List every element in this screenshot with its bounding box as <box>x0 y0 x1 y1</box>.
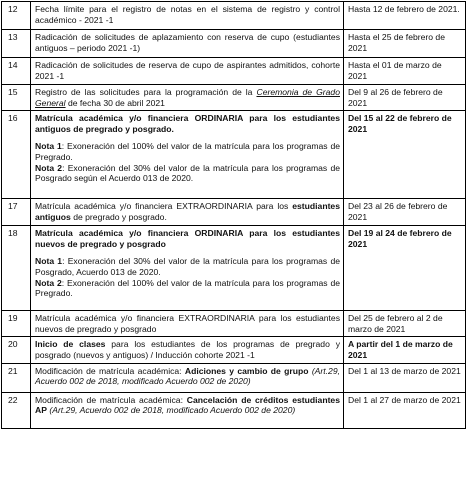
date-text <box>348 339 462 360</box>
table-row <box>2 392 466 428</box>
text-run: Modificación de matrícula académica: <box>35 365 185 376</box>
row-number: 17 <box>2 199 31 226</box>
date-cell <box>344 226 466 311</box>
table-row <box>2 363 466 392</box>
date-text <box>348 201 462 222</box>
text-run: Del 15 al 22 de febrero de 2021 <box>348 113 452 134</box>
activity-cell <box>31 199 344 226</box>
activity-text <box>35 4 340 25</box>
activity-text <box>35 32 340 53</box>
table-row <box>2 199 466 226</box>
date-cell <box>344 392 466 428</box>
text-run: Matrícula académica y/o financiera ORDINARIA para los estudiantes antiguos de pregrado y posgrado. <box>35 113 340 134</box>
text-run: Nota 1 <box>35 256 63 267</box>
table-row <box>2 311 466 337</box>
date-text <box>348 313 462 334</box>
text-run: de pregrado y posgrado. <box>70 211 167 222</box>
text-run: Del 9 al 26 de febrero de 2021 <box>348 87 443 108</box>
activity-cell <box>31 111 344 199</box>
text-run: Modificación de matrícula académica: <box>35 394 187 405</box>
activity-cell <box>31 392 344 428</box>
note-2 <box>35 278 340 299</box>
activity-cell <box>31 58 344 85</box>
table-row <box>2 226 466 311</box>
text-run: : Exoneración del 30% del valor de la matrícula para los programas de Posgrado, Acuerdo 013 de 2020. <box>35 256 341 277</box>
table-row <box>2 30 466 58</box>
date-cell <box>344 85 466 111</box>
row-number: 22 <box>2 392 31 428</box>
text-run: Hasta el 01 de marzo de 2021 <box>348 60 442 81</box>
activity-cell <box>31 30 344 58</box>
activity-cell <box>31 337 344 363</box>
row-number: 12 <box>2 2 31 30</box>
text-run: Del 25 de febrero al 2 de marzo de 2021 <box>348 313 443 334</box>
activity-text <box>35 201 340 222</box>
activity-text <box>35 60 340 81</box>
activity-text <box>35 339 340 360</box>
date-cell <box>344 111 466 199</box>
text-run: : Exoneración del 30% del valor de la matrícula para los programas de Posgrado según el Acuerdo 013 de 2020. <box>35 162 341 184</box>
row-number: 15 <box>2 85 31 111</box>
date-cell <box>344 30 466 58</box>
date-text <box>348 395 462 406</box>
date-text <box>348 4 462 15</box>
activity-text <box>35 366 340 387</box>
text-run: Ceremonia de Grado General <box>35 87 340 108</box>
date-cell <box>344 58 466 85</box>
text-run: Del 19 al 24 de febrero de 2021 <box>348 228 452 249</box>
note-1 <box>35 141 340 162</box>
spacer <box>35 134 340 141</box>
activity-cell <box>31 2 344 30</box>
row-number: 18 <box>2 226 31 311</box>
text-run: Registro de las solicitudes para la programación de la <box>35 87 257 97</box>
text-run: A partir del 1 de marzo de 2021 <box>348 339 453 360</box>
text-run: Del 1 al 27 de marzo de 2021 <box>348 394 461 405</box>
date-text <box>348 87 462 108</box>
date-cell <box>344 199 466 226</box>
activity-text <box>35 228 340 249</box>
text-run: Nota 2 <box>35 162 63 173</box>
text-run: de fecha 30 de abril 2021 <box>65 97 165 108</box>
activity-cell <box>31 85 344 111</box>
table-row <box>2 2 466 30</box>
text-run: Adiciones y cambio de grupo <box>184 365 309 376</box>
date-cell <box>344 363 466 392</box>
date-cell <box>344 311 466 337</box>
text-run: Matrícula académica y/o financiera EXTRAORDINARIA para los estudiantes nuevos de pregrado y posgrado <box>35 313 340 334</box>
text-run: Nota 1 <box>35 141 62 152</box>
row-number: 20 <box>2 337 31 363</box>
table-row <box>2 85 466 111</box>
date-text <box>348 32 462 53</box>
text-run: Hasta 12 de febrero de 2021. <box>348 4 460 14</box>
date-text <box>348 366 462 377</box>
text-run: Radicación de solicitudes de aplazamiento con reserva de cupo (estudiantes antiguos – periodo 2021 -1) <box>35 32 340 53</box>
text-run: : Exoneración del 100% del valor de la matrícula para los programas de Pregrado. <box>35 277 341 299</box>
note-1 <box>35 256 340 277</box>
activity-text <box>35 113 340 134</box>
text-run: estudiantes antiguos <box>35 201 340 222</box>
calendar-table-wrap <box>1 1 465 429</box>
text-run: Cancelación de créditos estudiantes AP <box>35 394 340 416</box>
activity-cell <box>31 363 344 392</box>
text-run: Inicio de clases <box>35 339 106 350</box>
table-row <box>2 58 466 85</box>
activity-text <box>35 313 340 334</box>
text-run: Hasta el 25 de febrero de 2021 <box>348 32 445 53</box>
text-run: Matrícula académica y/o financiera ORDINARIA para los estudiantes nuevos de pregrado y posgrado <box>35 228 340 249</box>
text-run: : Exoneración del 100% del valor de la matrícula para los programas de Pregrado. <box>35 141 341 162</box>
spacer <box>35 249 340 256</box>
text-run: Del 1 al 13 de marzo de 2021 <box>348 365 461 376</box>
row-number: 13 <box>2 30 31 58</box>
table-body <box>2 2 466 429</box>
row-number: 21 <box>2 363 31 392</box>
date-text <box>348 60 462 81</box>
text-run: para los estudiantes de los programas de pregrado y posgrado (nuevos y antiguos) / Inducción cohorte 2021 -1 <box>35 339 340 360</box>
text-run: Radicación de solicitudes de reserva de cupo de aspirantes admitidos, cohorte 2021 -1 <box>35 60 340 81</box>
date-cell <box>344 2 466 30</box>
row-number: 16 <box>2 111 31 199</box>
activity-text <box>35 395 340 416</box>
text-run: (Art.29, Acuerdo 002 de 2018, modificado Acuerdo 002 de 2020) <box>49 405 296 416</box>
text-run: Nota 2 <box>35 277 62 288</box>
activity-cell <box>31 226 344 311</box>
date-cell <box>344 337 466 363</box>
text-run: (Art.29, Acuerdo 002 de 2018, modificado Acuerdo 002 de 2020) <box>35 365 340 387</box>
text-run: Fecha límite para el registro de notas en el sistema de registro y control académico - 2021 -1 <box>35 4 340 25</box>
academic-calendar-table <box>1 1 466 429</box>
date-text <box>348 113 462 134</box>
text-run: Matrícula académica y/o financiera EXTRAORDINARIA para los <box>35 201 293 212</box>
row-number: 19 <box>2 311 31 337</box>
activity-cell <box>31 311 344 337</box>
table-row <box>2 111 466 199</box>
table-row <box>2 337 466 363</box>
row-number: 14 <box>2 58 31 85</box>
note-2 <box>35 163 340 184</box>
date-text <box>348 228 462 249</box>
activity-text <box>35 87 340 108</box>
text-run: Del 23 al 26 de febrero de 2021 <box>348 201 448 222</box>
